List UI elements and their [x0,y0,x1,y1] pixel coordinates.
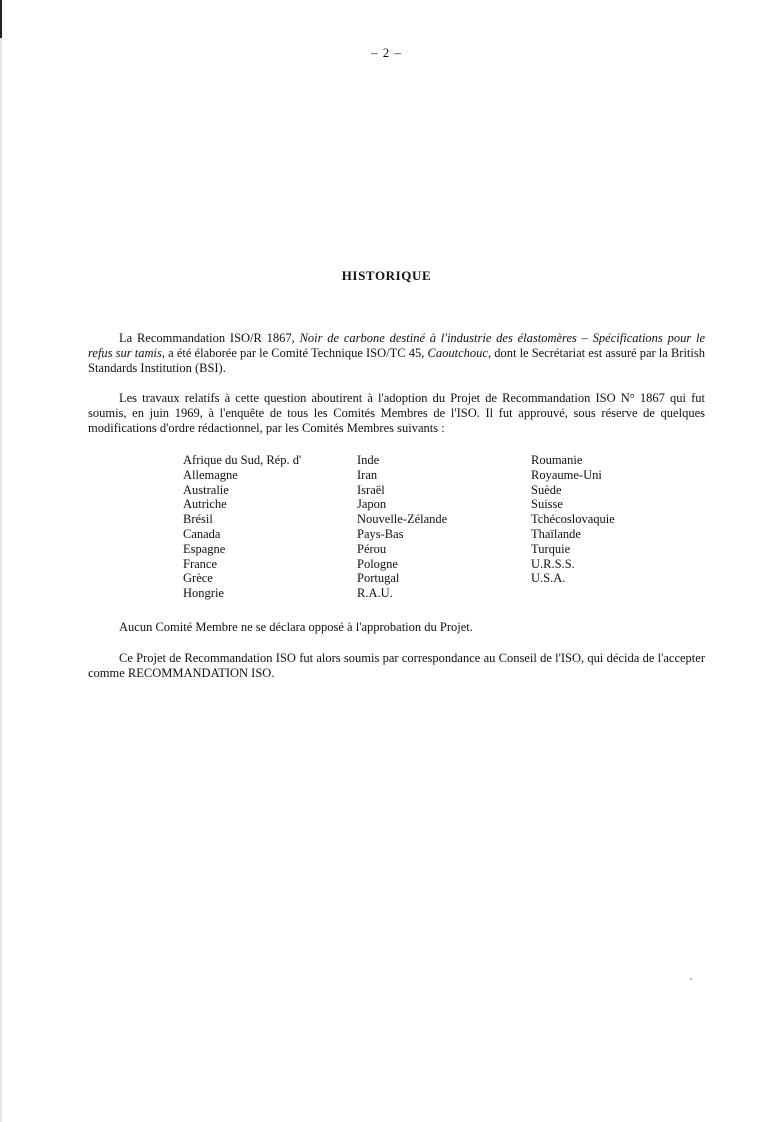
member-item: Turquie [531,541,571,556]
scan-edge-mark [0,0,2,38]
member-item: Autriche [183,497,227,512]
paragraph-council-acceptance: Ce Projet de Recommandation ISO fut alors soumis par correspondance au Conseil de l'ISO, qui décida de l'accepter comme RECOMMANDATION ISO. [88,651,705,680]
member-item: Brésil [183,512,213,527]
paragraph-recommendation-origin [88,331,705,376]
p1-text-a: La Recommandation ISO/R 1867, [119,331,300,345]
paragraph-no-opposition: Aucun Comité Membre ne se déclara opposé à l'approbation du Projet. [119,620,473,634]
member-item: Royaume-Uni [531,467,602,482]
paragraph-approval-process: Les travaux relatifs à cette question aboutirent à l'adoption du Projet de Recommandation ISO N° 1867 qui fut soumis, en juin 1969, à l'enquête de tous les Comités Membres de l'ISO. Il fut approuvé, sous réserve de quelques modifications d'ordre rédactionnel, par les Comités Membres suivants : [88,391,705,435]
p1-text-c: , dont le Secrétariat est assuré par la British Standards Institution (BSI). [88,346,705,375]
member-item: Pologne [357,556,398,571]
member-item: Pays-Bas [357,526,404,541]
member-item: Nouvelle-Zélande [357,512,448,527]
member-column-1 [183,453,357,601]
member-item: Japon [357,497,387,512]
member-item: Australie [183,482,229,497]
p1-committee-name: Caoutchouc [427,346,488,360]
member-column-2 [357,453,531,601]
page-left-edge [0,0,3,1122]
member-item: Israël [357,482,385,497]
member-item: France [183,556,218,571]
member-item: Afrique du Sud, Rép. d' [183,453,302,467]
member-item: Portugal [357,571,400,586]
member-item: Pérou [357,541,387,556]
member-item: Espagne [183,541,226,556]
member-bodies-list [183,453,651,601]
page-number: – 2 – [371,45,402,60]
section-title-historique: HISTORIQUE [341,268,432,283]
member-item: U.R.S.S. [531,556,575,571]
member-item: Roumanie [531,453,583,467]
member-item: Iran [357,467,378,482]
member-item: Tchécoslovaquie [531,512,615,527]
member-item: R.A.U. [357,586,393,601]
member-item: Canada [183,526,221,541]
member-item: Suisse [531,497,563,512]
p1-text-b: , a été élaborée par le Comité Technique ISO/TC 45, [161,346,428,360]
member-item: Suède [531,482,562,497]
member-item: Thaïlande [531,526,581,541]
member-column-3 [531,453,651,601]
p1-standard-title: Noir de carbone destiné à l'industrie des élastomères – Spécifications pour le refus sur tamis [88,331,705,360]
scan-speck [690,978,692,980]
member-item: Hongrie [183,586,224,601]
member-item: Allemagne [183,467,238,482]
member-item: Inde [357,453,380,467]
member-item: U.S.A. [531,571,566,586]
member-item: Grèce [183,571,213,586]
